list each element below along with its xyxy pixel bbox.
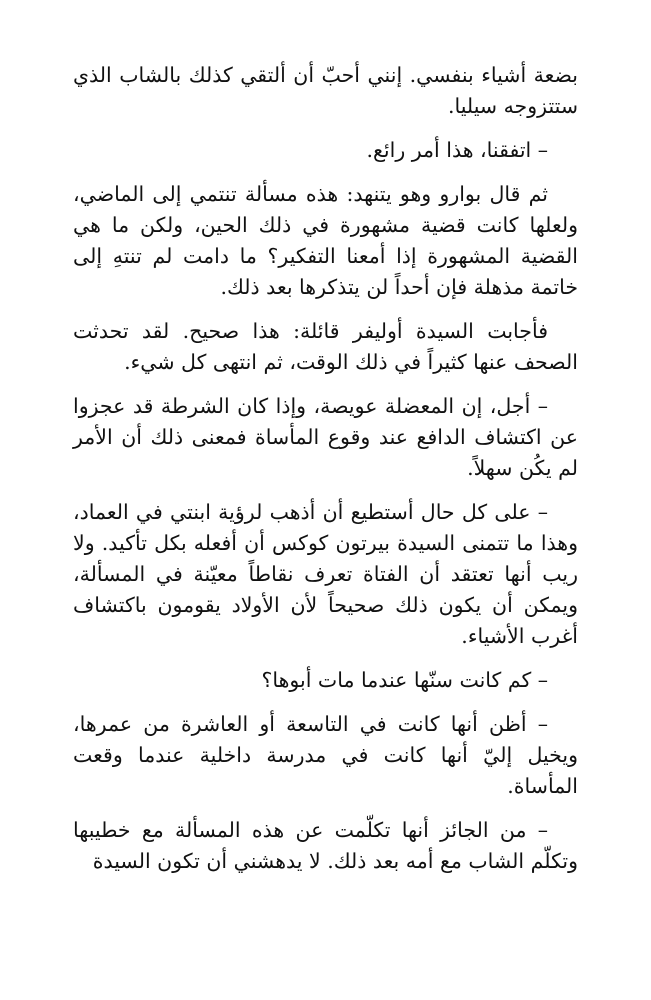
dialogue-line: – على كل حال أستطيع أن أذهب لرؤية ابنتي في العماد، وهذا ما تتمنى السيدة بيرتون كوكس أن أفعله بكل تأكيد. ولا ريب أنها تعتقد أن الفتاة تعرف نقاطاً معيّنة في المسألة، ويمكن أن يكون ذلك صحيحاً لأن الأولاد يقومون باكتشاف أغرب الأشياء. <box>73 500 578 648</box>
dialogue-line: – كم كانت سنّها عندما مات أبوها؟ <box>261 668 548 692</box>
paragraph-continuation: بضعة أشياء بنفسي. إنني أحبّ أن ألتقي كذلك بالشاب الذي ستتزوجه سيليا. <box>73 63 578 118</box>
dialogue-line: – أظن أنها كانت في التاسعة أو العاشرة من عمرها، ويخيل إليّ أنها كانت في مدرسة داخلية عندما وقعت المأساة. <box>73 712 578 798</box>
narrative-paragraph: ثم قال بوارو وهو يتنهد: هذه مسألة تنتمي إلى الماضي، ولعلها كانت قضية مشهورة في ذلك الحين، ولكن ما هي القضية المشهورة إذا أمعنا التفكير؟ ما دامت لم تنتهِ إلى خاتمة مذهلة فإن أحداً لن يتذكرها بعد ذلك. <box>73 182 578 299</box>
narrative-paragraph: فأجابت السيدة أوليفر قائلة: هذا صحيح. لقد تحدثت الصحف عنها كثيراً في ذلك الوقت، ثم انتهى كل شيء. <box>73 319 578 374</box>
dialogue-line: – أجل، إن المعضلة عويصة، وإذا كان الشرطة قد عجزوا عن اكتشاف الدافع عند وقوع المأساة فمعنى ذلك أن الأمر لم يكُن سهلاً. <box>73 394 578 480</box>
book-page <box>73 60 578 890</box>
dialogue-line: – من الجائز أنها تكلّمت عن هذه المسألة مع خطيبها وتكلّم الشاب مع أمه بعد ذلك. لا يدهشني أن تكون السيدة <box>73 818 578 873</box>
dialogue-line: – اتفقنا، هذا أمر رائع. <box>366 138 548 162</box>
